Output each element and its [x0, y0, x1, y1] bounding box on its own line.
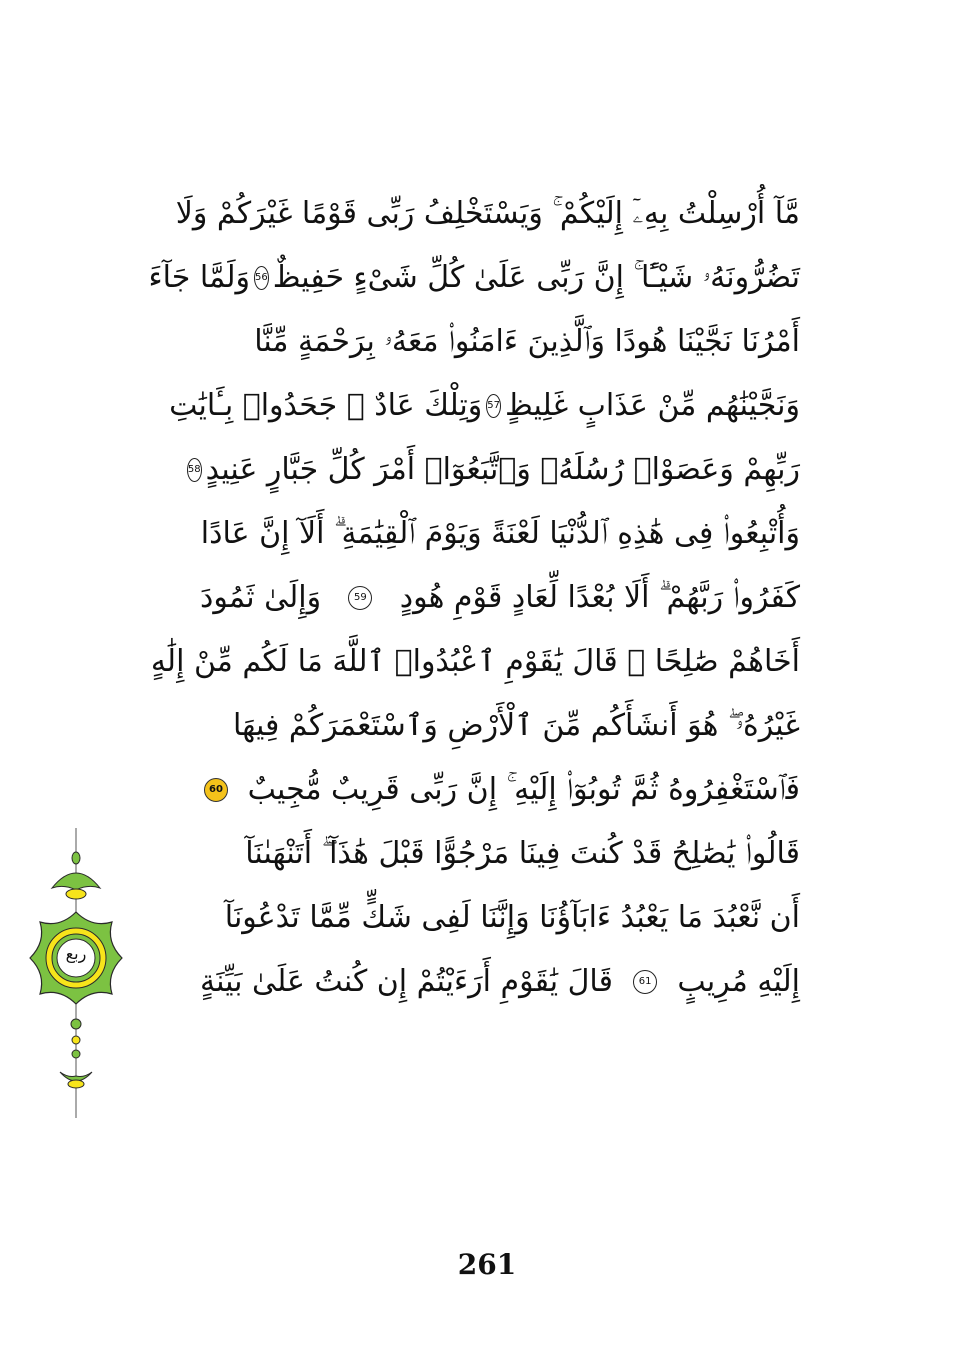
- text-line: [200, 310, 800, 374]
- text-line: [200, 950, 800, 1014]
- text-line: [200, 694, 800, 758]
- verse-text-continued: وَتِلْكَ عَادٌ ۖ جَحَدُوا۟ بِـَٔايَٰتِ: [169, 388, 483, 423]
- text-line: [200, 758, 800, 822]
- text-line: [187, 438, 800, 502]
- rub-label: ربع: [65, 944, 87, 963]
- ayah-number-marker: 57: [486, 394, 501, 418]
- page-number: 261: [457, 1248, 517, 1281]
- text-line: [175, 182, 800, 246]
- text-line: [169, 374, 800, 438]
- verse-text: مَّآ أُرْسِلْتُ بِهِۦٓ إِلَيْكُمْ ۚ وَيَسْتَخْلِفُ رَبِّى قَوْمًا غَيْرَكُمْ وَلَا: [175, 196, 800, 231]
- verse-text: إِلَيْهِ مُرِيبٍ: [677, 964, 800, 999]
- verse-text: غَيْرُهُۥ ۖ هُوَ أَنشَأَكُم مِّنَ ٱلْأَرْضِ وَٱسْتَعْمَرَكُمْ فِيهَا: [233, 708, 800, 743]
- rub-hizb-ornament: [38, 828, 114, 1118]
- verse-text-continued: وَإِلَىٰ ثَمُودَ: [200, 580, 322, 615]
- verse-text: أَن نَّعْبُدَ مَا يَعْبُدُ ءَابَآؤُنَا وَإِنَّنَا لَفِى شَكٍّ مِّمَّا تَدْعُونَآ: [224, 900, 800, 935]
- quran-text-block: [148, 182, 800, 1014]
- text-line: [148, 246, 800, 310]
- verse-text-continued: قَالَ يَٰقَوْمِ أَرَءَيْتُمْ إِن كُنتُ عَلَىٰ بَيِّنَةٍ: [199, 964, 613, 999]
- verse-text-continued: وَلَمَّا جَآءَ: [148, 260, 250, 295]
- text-line: [200, 502, 800, 566]
- ayah-number-marker: 59: [348, 586, 372, 610]
- ayah-number-marker: 61: [633, 970, 657, 994]
- verse-text: قَالُوا۟ يَٰصَٰلِحُ قَدْ كُنتَ فِينَا مَرْجُوًّا قَبْلَ هَٰذَآ ۖ أَتَنْهَىٰنَآ: [245, 836, 800, 871]
- text-line: [200, 886, 800, 950]
- text-line: [200, 822, 800, 886]
- ayah-number-marker: 58: [187, 458, 202, 482]
- verse-text: تَضُرُّونَهُۥ شَيْـًٔا ۚ إِنَّ رَبِّى عَلَىٰ كُلِّ شَىْءٍ حَفِيظٌ: [272, 260, 800, 295]
- ayah-number-marker: 56: [254, 266, 269, 290]
- ayah-number-marker: 60: [204, 778, 228, 802]
- verse-text: وَنَجَّيْنَٰهُم مِّنْ عَذَابٍ غَلِيظٍ: [505, 388, 800, 423]
- verse-text: فَٱسْتَغْفِرُوهُ ثُمَّ تُوبُوٓا۟ إِلَيْهِ ۚ إِنَّ رَبِّى قَرِيبٌ مُّجِيبٌ: [247, 772, 800, 807]
- verse-text: أَمْرُنَا نَجَّيْنَا هُودًا وَٱلَّذِينَ ءَامَنُوا۟ مَعَهُۥ بِرَحْمَةٍ مِّنَّا: [254, 324, 800, 359]
- verse-text: أَخَاهُمْ صَٰلِحًا ۚ قَالَ يَٰقَوْمِ ٱعْبُدُوا۟ ٱللَّهَ مَا لَكُم مِّنْ إِلَٰهٍ: [150, 644, 800, 679]
- text-line: [150, 630, 800, 694]
- verse-text: رَبِّهِمْ وَعَصَوْا۟ رُسُلَهُۥ وَٱتَّبَعُوٓا۟ أَمْرَ كُلِّ جَبَّارٍ عَنِيدٍ: [205, 452, 800, 487]
- text-line: [200, 566, 800, 630]
- verse-text: وَأُتْبِعُوا۟ فِى هَٰذِهِ ٱلدُّنْيَا لَعْنَةً وَيَوْمَ ٱلْقِيَٰمَةِ ۗ أَلَآ إِنَّ عَادًا: [200, 516, 800, 551]
- verse-text: كَفَرُوا۟ رَبَّهُمْ ۗ أَلَا بُعْدًا لِّعَادٍ قَوْمِ هُودٍ: [399, 580, 800, 615]
